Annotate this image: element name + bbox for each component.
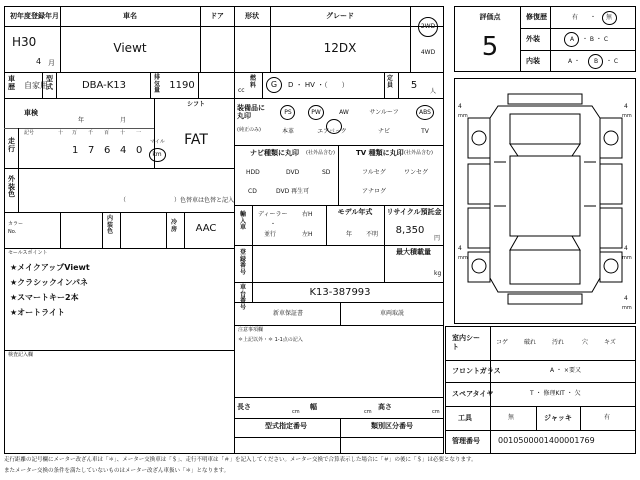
door-label: ドア	[210, 12, 224, 20]
import-left: 左H	[302, 231, 313, 238]
mileage-mile: マイル	[150, 139, 165, 145]
tv-types-sub: (社外品含む)	[404, 150, 433, 156]
sales-point-item: ★メイクアップViewt	[10, 263, 90, 272]
import-parallel: 並行	[264, 231, 277, 238]
size-width-label: 幅	[310, 403, 317, 411]
equip-abs: ABS	[419, 109, 431, 116]
mileage-unit-10: 十	[120, 130, 126, 136]
model-year-label: モデル年式	[337, 208, 373, 216]
inspection-label: 車検	[24, 109, 38, 117]
ac-value: AAC	[195, 223, 217, 234]
displacement-cc: cc	[238, 87, 245, 94]
equipment-label: 装備品に丸印	[237, 104, 265, 121]
mileage-digit: 1	[72, 145, 79, 156]
sales-point-item: ★オートライト	[10, 308, 65, 317]
shift-label: シフト	[186, 101, 206, 108]
recycle-label: リサイクル預託金	[386, 208, 442, 216]
load-label: 最大積載量	[396, 248, 431, 256]
car-name-label: 車名	[123, 12, 137, 20]
left-form-frame	[4, 6, 444, 454]
import-label: 輸入車	[240, 211, 247, 232]
mileage-unit-1: 一	[136, 130, 142, 136]
diagram-marker: 4	[624, 245, 628, 252]
grade-value: 12DX	[323, 41, 357, 55]
mileage-digit: 6	[104, 145, 111, 156]
room-seat-item: 破れ	[524, 339, 537, 346]
doc-warranty: 新車保証書	[272, 310, 304, 317]
diagram-marker: 4	[624, 103, 628, 110]
rating-label: 評価点	[479, 13, 501, 21]
repair-separator: ・	[590, 14, 597, 21]
recycle-value: 8,350	[395, 225, 425, 236]
navi-type-item: DVD 再生可	[276, 188, 310, 195]
interior-grade-b: B	[593, 58, 599, 65]
capacity-label: 定員	[387, 75, 394, 89]
size-cm: cm	[432, 409, 440, 415]
interior-grade-a: A ・	[568, 58, 581, 65]
diagram-mm: mm	[622, 113, 632, 119]
mileage-digit: 7	[88, 145, 95, 156]
car-body-diagram	[454, 78, 636, 324]
sales-point-item: ★スマートキー2本	[10, 293, 79, 302]
mileage-unit-code: 記号	[24, 130, 35, 136]
inspection-month: 月	[120, 117, 127, 124]
notes-sub: ＊上記以外・＊ 1-1点の記入	[238, 337, 303, 343]
recycle-unit: 円	[434, 235, 441, 242]
mileage-unit-1k: 千	[88, 130, 94, 136]
vehicle-history-value: 自家用	[24, 81, 48, 90]
diagram-mm: mm	[622, 305, 632, 311]
notes-label: 注意事項欄	[238, 327, 264, 333]
navi-types-sub: (社外品含む)	[306, 150, 335, 156]
sales-points-label: セールスポイント	[8, 250, 48, 256]
exterior-grade-label: 外装	[526, 35, 540, 43]
chassis-label: 車台番号	[240, 284, 247, 311]
color-no-label: カラーNo.	[8, 221, 24, 235]
jack-label: ジャッキ	[544, 414, 572, 422]
spare-tire-label: スペアタイヤ	[452, 390, 494, 398]
equip-pw: PW	[311, 109, 321, 116]
equip-tv: TV	[421, 128, 429, 135]
navi-type-item: HDD	[246, 169, 260, 176]
grade-label: グレード	[326, 12, 354, 20]
exterior-label: 外装色	[8, 175, 15, 199]
jack-value: 有	[604, 414, 611, 421]
mileage-km: km	[152, 151, 162, 158]
type-label: 型式	[46, 75, 53, 91]
tools-value: 無	[508, 414, 515, 421]
tools-label: 工具	[458, 414, 472, 422]
mileage-digit: 0	[136, 145, 143, 156]
equipment-sub: (純正のみ)	[237, 127, 261, 133]
sales-point-item: ★クラシックインパネ	[10, 278, 89, 287]
drive-4wd: 4WD	[420, 49, 436, 56]
mileage-label: 走行	[8, 137, 15, 153]
management-value: 0010500001400001769	[498, 436, 595, 445]
model-year-unknown: 不明	[366, 231, 379, 238]
size-height-label: 高さ	[378, 403, 392, 411]
fuel-label: 燃料	[250, 75, 257, 89]
spare-tire-value: T ・ 修理KIT ・ 欠	[530, 390, 581, 397]
tv-type-item: フルセグ	[362, 169, 386, 176]
shape-label: 形状	[245, 12, 259, 20]
repair-yes: 有	[572, 14, 579, 21]
size-cm: cm	[292, 409, 300, 415]
reg-month: 4	[36, 57, 42, 66]
navi-types-label: ナビ種類に丸印	[250, 149, 299, 157]
type-value: DBA-K13	[81, 80, 127, 91]
room-seat-item: コゲ	[496, 339, 509, 346]
windshield-value: A ・ ×要又	[550, 367, 581, 374]
type-designation-label: 型式指定番号	[265, 422, 307, 430]
exterior-grade-a: A	[569, 36, 575, 43]
rating-score: 5	[481, 32, 499, 62]
navi-type-item: SD	[322, 169, 331, 176]
diagram-marker: 4	[458, 245, 462, 252]
repair-label: 修復歴	[526, 13, 547, 21]
interior-grade-label: 内装	[526, 57, 540, 65]
chassis-value: K13-387993	[309, 287, 371, 298]
load-unit: kg	[434, 270, 442, 277]
inspector-note-label: 検査記入欄	[8, 352, 34, 358]
mileage-digit: 4	[120, 145, 127, 156]
equip-sunroof: サンルーフ	[369, 109, 399, 116]
reg-era-year: H30	[12, 35, 37, 49]
room-seat-item: 汚れ	[552, 339, 565, 346]
vehicle-history-label: 車歴	[8, 75, 15, 91]
import-dot: ・	[270, 221, 277, 228]
capacity-unit: 人	[430, 88, 437, 95]
shift-value: FAT	[184, 132, 208, 148]
mileage-unit-100k: 十	[58, 130, 64, 136]
import-dealer: ディーラー	[258, 211, 288, 218]
equip-aw: AW	[339, 109, 349, 116]
room-seat-item: 穴	[582, 339, 589, 346]
diagram-mm: mm	[458, 113, 468, 119]
ac-label: 冷房	[171, 219, 178, 233]
displacement-label: 排気量	[154, 74, 161, 95]
size-length-label: 長さ	[237, 403, 251, 411]
equip-airbag: エアバック	[317, 128, 347, 135]
tv-type-item: ワンセグ	[404, 169, 429, 176]
car-name-value: Viewt	[113, 41, 147, 55]
reg-month-unit: 月	[48, 59, 55, 67]
fuel-g: G	[270, 80, 278, 89]
equip-navi: ナビ	[377, 128, 391, 135]
mileage-unit-100: 百	[104, 130, 110, 136]
reg-date-label: 初年度登録年月	[10, 12, 59, 20]
registration-label: 登録番号	[240, 249, 247, 276]
fuel-options: D ・ HV ・（ ）	[288, 81, 349, 89]
diagram-mm: mm	[622, 255, 632, 261]
windshield-label: フロントガラス	[452, 367, 501, 375]
capacity-value: 5	[410, 80, 418, 91]
displacement-value: 1190	[169, 80, 195, 91]
equip-ps: PS	[284, 109, 292, 116]
interior-color-label: 内装色	[107, 215, 114, 236]
footer-note-2: またメーター交換の条件を満たしていないものはメーター改ざん車扱い「＊」となります。	[4, 468, 230, 474]
repair-no: 無	[605, 14, 613, 21]
management-label: 管理番号	[452, 437, 480, 445]
doc-manual: 車両取説	[379, 310, 405, 317]
mileage-unit-10k: 万	[72, 130, 78, 136]
equip-leather: 本革	[281, 128, 295, 135]
exterior-note: （ ）色替車は色替と記入	[120, 197, 235, 204]
room-seat-item: キズ	[604, 339, 616, 346]
size-cm: cm	[364, 409, 372, 415]
diagram-mm: mm	[458, 255, 468, 261]
diagram-marker: 4	[458, 103, 462, 110]
interior-grade-rest: ・ C	[606, 58, 619, 65]
footer-note-1: 走行距離の記号欄にメーター改ざん車は「＊」、メーター交換車は「＄」、走行不明車は「＃」を記入してください。メーター交換で合算表示した場合に「＃」の後に「＄」は必要となります。	[4, 457, 477, 463]
import-right: 右H	[302, 211, 313, 218]
model-year-year: 年	[346, 231, 353, 238]
drive-2wd: 2WD	[420, 23, 436, 30]
type-category-label: 類別区分番号	[371, 422, 413, 430]
navi-type-item: CD	[248, 188, 257, 195]
inspection-year: 年	[78, 117, 85, 124]
room-seat-label: 室内シート	[452, 334, 480, 352]
tv-type-item: アナログ	[362, 188, 387, 195]
exterior-grade-rest: ・ B ・ C	[582, 36, 609, 43]
navi-type-item: DVD	[286, 169, 300, 176]
tv-types-label: TV 種類に丸印	[356, 149, 404, 157]
diagram-marker: 4	[624, 295, 628, 302]
